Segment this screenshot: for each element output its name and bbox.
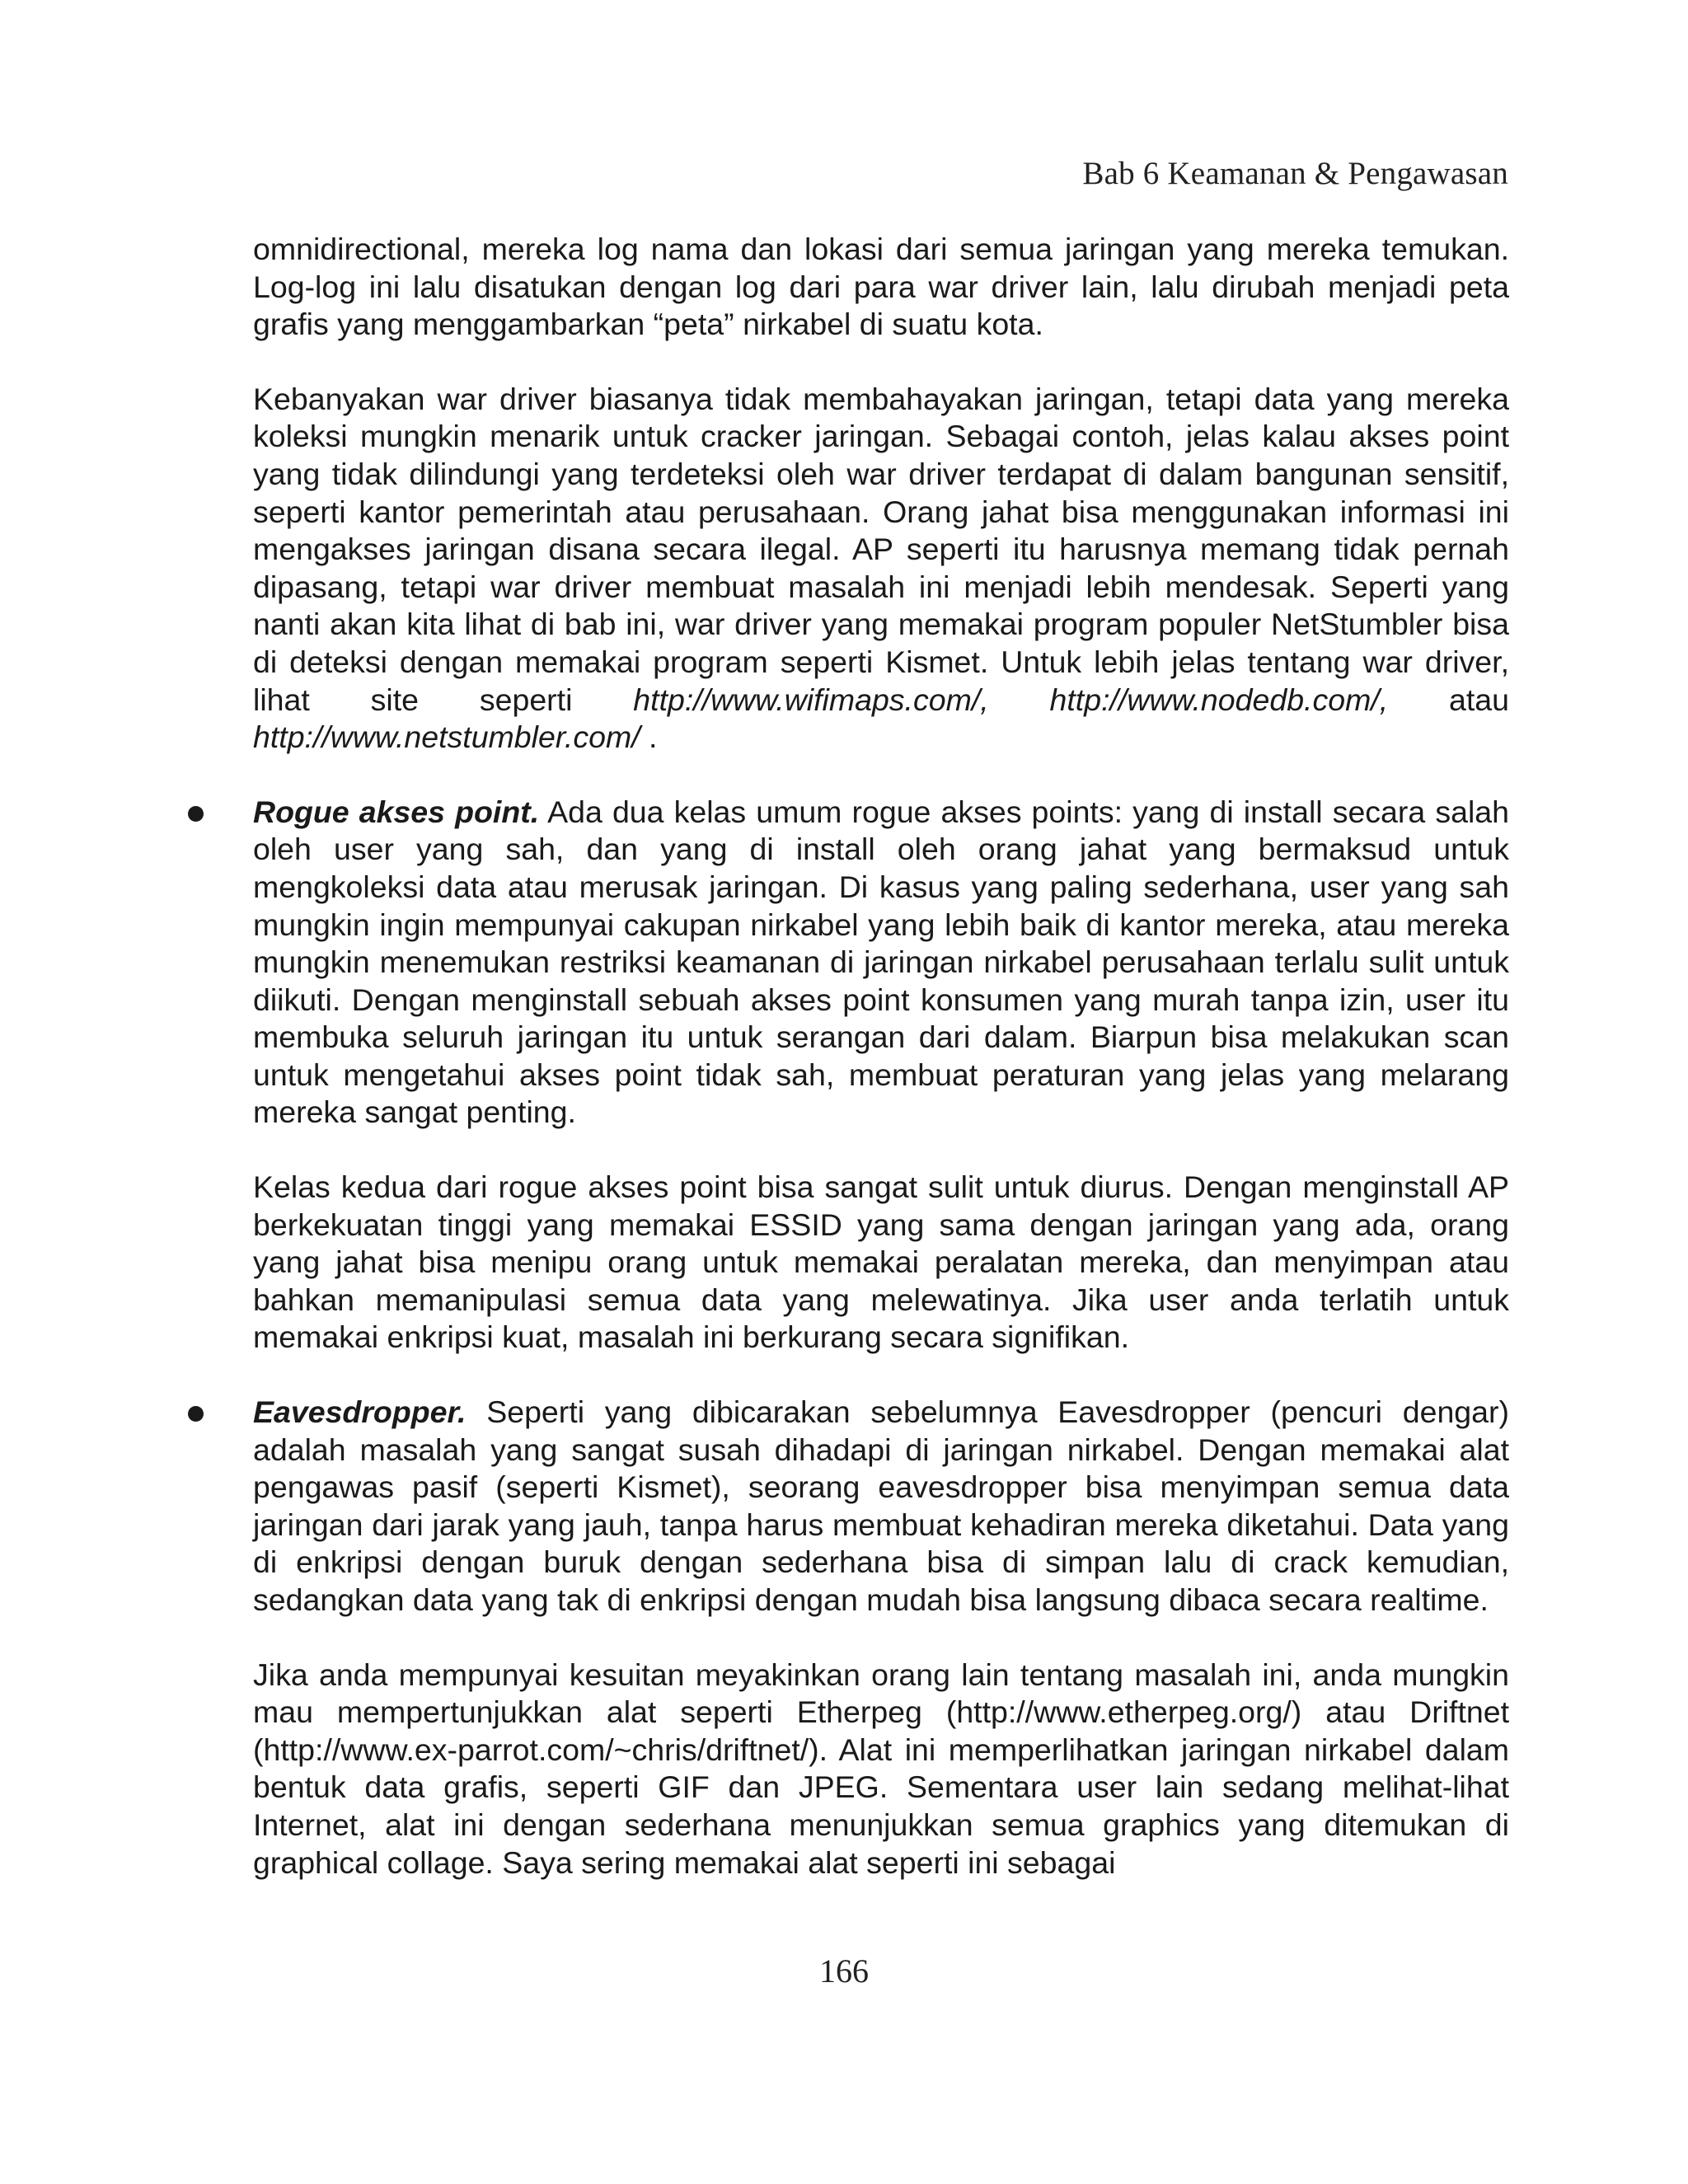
paragraph-etherpeg: Jika anda mempunyai kesuitan meyakinkan orang lain tentang masalah ini, anda mungkin mau mempertunjukkan alat seperti Etherpeg (http://www.etherpeg.org/) atau Driftnet (http://www.ex-parrot.com/~chris/driftnet/). Alat ini memperlihatkan jaringan nirkabel dalam bentuk data grafis, seperti GIF dan JPEG. Sementara user lain sedang melihat-lihat Internet, alat ini dengan sederhana menunjukkan semua graphics yang ditemukan di graphical collage. Saya sering memakai alat seperti ini sebagai [253, 1657, 1509, 1880]
url-wifimaps-nodedb: http://www.wifimaps.com/, http://www.nodedb.com/, [633, 682, 1389, 717]
conjunction-atau: atau [1388, 682, 1510, 717]
paragraph-war-driver [253, 381, 1509, 757]
paragraph-rogue-second-class: Kelas kedua dari rogue akses point bisa sangat sulit untuk diurus. Dengan menginstall AP berkekuatan tinggi yang memakai ESSID yang sama dengan jaringan yang ada, orang yang jahat bisa menipu orang untuk memakai peralatan mereka, dan menyimpan atau bahkan memanipulasi semua data yang melewatinya. Jika user anda terlatih untuk memakai enkripsi kuat, masalah ini berkurang secara signifikan. [253, 1169, 1509, 1355]
paragraph-continuation: omnidirectional, mereka log nama dan lokasi dari semua jaringan yang mereka temukan. Log-log ini lalu disatukan dengan log dari para war driver lain, lalu dirubah menjadi peta grafis yang menggambarkan “peta” nirkabel di suatu kota. [253, 232, 1509, 342]
bullet-paragraph [253, 1394, 1509, 1619]
url-netstumbler: http://www.netstumbler.com/ [253, 719, 640, 755]
bullet-paragraph [253, 794, 1509, 1132]
bullet-icon [188, 806, 204, 822]
bullet-eavesdropper [253, 1394, 1509, 1619]
bullet-rogue-akses-point [253, 794, 1509, 1132]
bullet-body-text: Ada dua kelas umum rogue akses points: yang di install secara salah oleh user yang sah, dan yang di install oleh orang jahat yang bermaksud untuk mengkoleksi data atau merusak jaringan. Di kasus yang paling sederhana, user yang sah mungkin ingin mempunyai cakupan nirkabel yang lebih baik di kantor mereka, atau mereka mungkin menemukan restriksi keamanan di jaringan nirkabel perusahaan terlalu sulit untuk diikuti. Dengan menginstall sebuah akses point konsumen yang murah tanpa izin, user itu membuka seluruh jaringan itu untuk serangan dari dalam. Biarpun bisa melakukan scan untuk mengetahui akses point tidak sah, membuat peraturan yang jelas yang melarang mereka sangat penting. [253, 794, 1509, 1130]
bullet-body-text: Seperti yang dibicarakan sebelumnya Eavesdropper (pencuri dengar) adalah masalah yang sangat susah dihadapi di jaringan nirkabel. Dengan memakai alat pengawas pasif (seperti Kismet), seorang eavesdropper bisa menyimpan semua data jaringan dari jarak yang jauh, tanpa harus membuat kehadiran mereka diketahui. Data yang di enkripsi dengan buruk dengan sederhana bisa di simpan lalu di crack kemudian, sedangkan data yang tak di enkripsi dengan mudah bisa langsung dibaca secara realtime. [253, 1394, 1509, 1617]
bullet-lead-term: Eavesdropper. [253, 1394, 467, 1430]
sentence-end: . [640, 719, 658, 755]
page-number: 166 [819, 1952, 869, 1990]
running-header: Bab 6 Keamanan & Pengawasan [1082, 156, 1508, 191]
paragraph-war-driver-text: Kebanyakan war driver biasanya tidak membahayakan jaringan, tetapi data yang mereka koleksi mungkin menarik untuk cracker jaringan. Sebagai contoh, jelas kalau akses point yang tidak dilindungi yang terdeteksi oleh war driver terdapat di dalam bangunan sensitif, seperti kantor pemerintah atau perusahaan. Orang jahat bisa menggunakan informasi ini mengakses jaringan disana secara ilegal. AP seperti itu harusnya memang tidak pernah dipasang, tetapi war driver membuat masalah ini menjadi lebih mendesak. Seperti yang nanti akan kita lihat di bab ini, war driver yang memakai program populer NetStumbler bisa di deteksi dengan memakai program seperti Kismet. Untuk lebih jelas tentang war driver, lihat site seperti [253, 381, 1509, 717]
body-text [253, 231, 1509, 1882]
bullet-icon [188, 1406, 204, 1422]
bullet-lead-term: Rogue akses point. [253, 794, 540, 829]
